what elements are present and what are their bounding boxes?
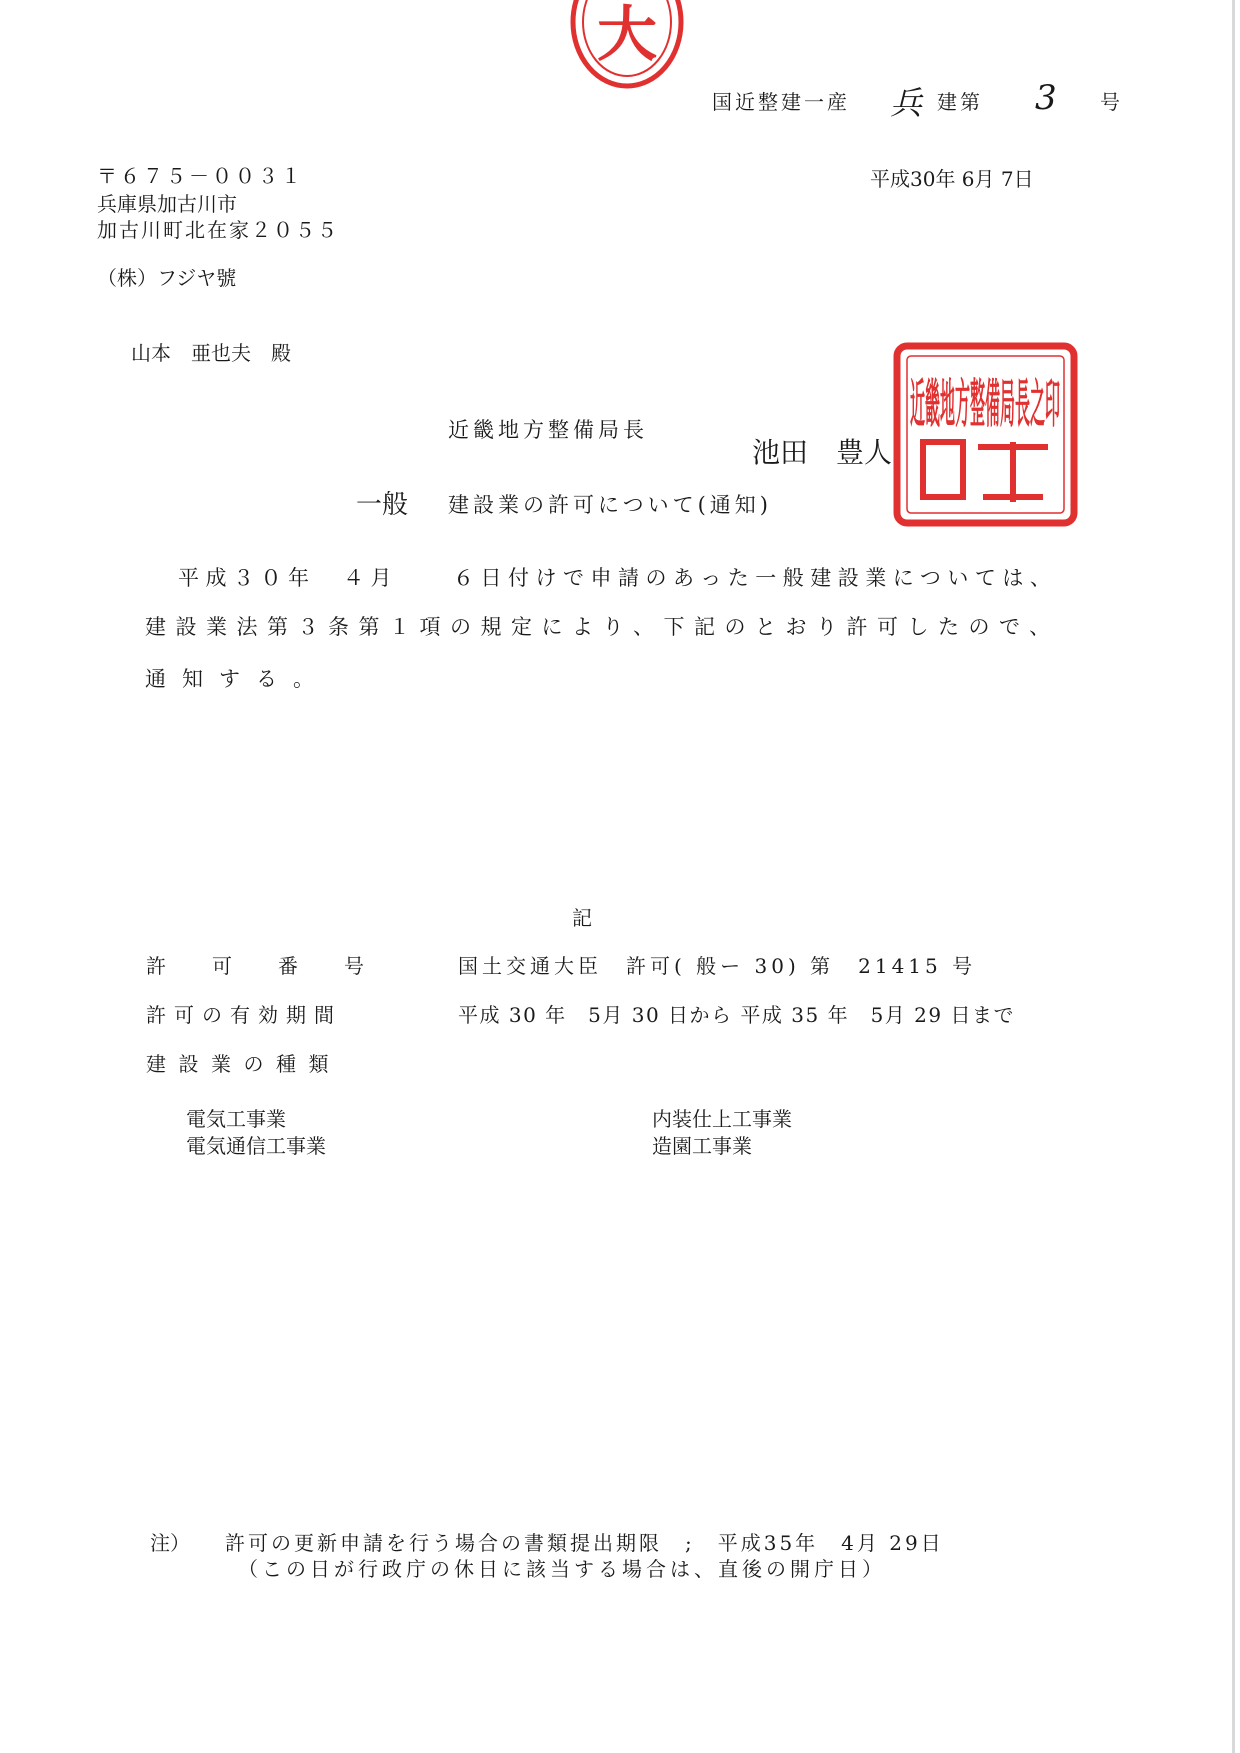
issue-date: 平成30年 6月 7日: [870, 167, 1034, 191]
body-line-3: 通知する。: [145, 667, 330, 691]
note-label: 注）: [150, 1531, 190, 1555]
permit-number-value: 国土交通大臣 許可( 般ー 30) 第 21415 号: [458, 954, 977, 978]
kind-left-1: 電気工事業: [186, 1107, 286, 1131]
seal-text: 近畿地方整備局長之印: [910, 374, 1060, 435]
page-edge: [1232, 0, 1235, 1753]
body-line-2: 建設業法第３条第１項の規定により、下記のとおり許可したので、: [145, 615, 1060, 639]
recipient-name: 山本 亜也夫 殿: [131, 341, 291, 365]
address-line-2: 加古川町北在家２０５５: [97, 218, 339, 242]
ref-hand-char: 兵: [890, 84, 923, 122]
ref-suffix: 号: [1100, 90, 1123, 114]
validity-value: 平成 30 年 5月 30 日から 平成 35 年 5月 29 日まで: [458, 1003, 1015, 1027]
validity-label: 許可の有効期間: [146, 1003, 342, 1027]
kind-left-2: 電気通信工事業: [186, 1134, 326, 1158]
record-heading: 記: [572, 906, 592, 930]
official-seal-stamp: [893, 342, 1078, 527]
company-name: （株）フジヤ號: [97, 266, 237, 290]
subject-type: 一般: [356, 490, 409, 520]
issuer-title: 近畿地方整備局長: [448, 418, 648, 442]
top-seal-char: 大: [597, 0, 657, 70]
permit-number-label: 許可番号: [146, 954, 410, 978]
kind-right-1: 内装仕上工事業: [652, 1107, 792, 1131]
business-type-label: 建設業の種類: [146, 1052, 341, 1076]
ref-prefix: 国近整建一産: [712, 90, 850, 114]
top-seal-stamp: [565, 0, 690, 90]
body-line-1: 平成３０年 ４月 ６日付けで申請のあった一般建設業については、: [178, 566, 1058, 590]
ref-number: 3: [1035, 78, 1057, 118]
subject-title: 建設業の許可について(通知): [448, 493, 772, 517]
address-line-1: 兵庫県加古川市: [97, 192, 237, 216]
note-line-2: （この日が行政庁の休日に該当する場合は、直後の開庁日）: [238, 1557, 886, 1581]
kind-right-2: 造園工事業: [652, 1134, 752, 1158]
note-line-1: 許可の更新申請を行う場合の書類提出期限 ; 平成35年 4月 29日: [225, 1531, 944, 1555]
ref-mid: 建第: [937, 90, 983, 114]
postal-code: 〒６７５－００３１: [97, 164, 304, 188]
issuer-name: 池田 豊人: [752, 436, 893, 469]
